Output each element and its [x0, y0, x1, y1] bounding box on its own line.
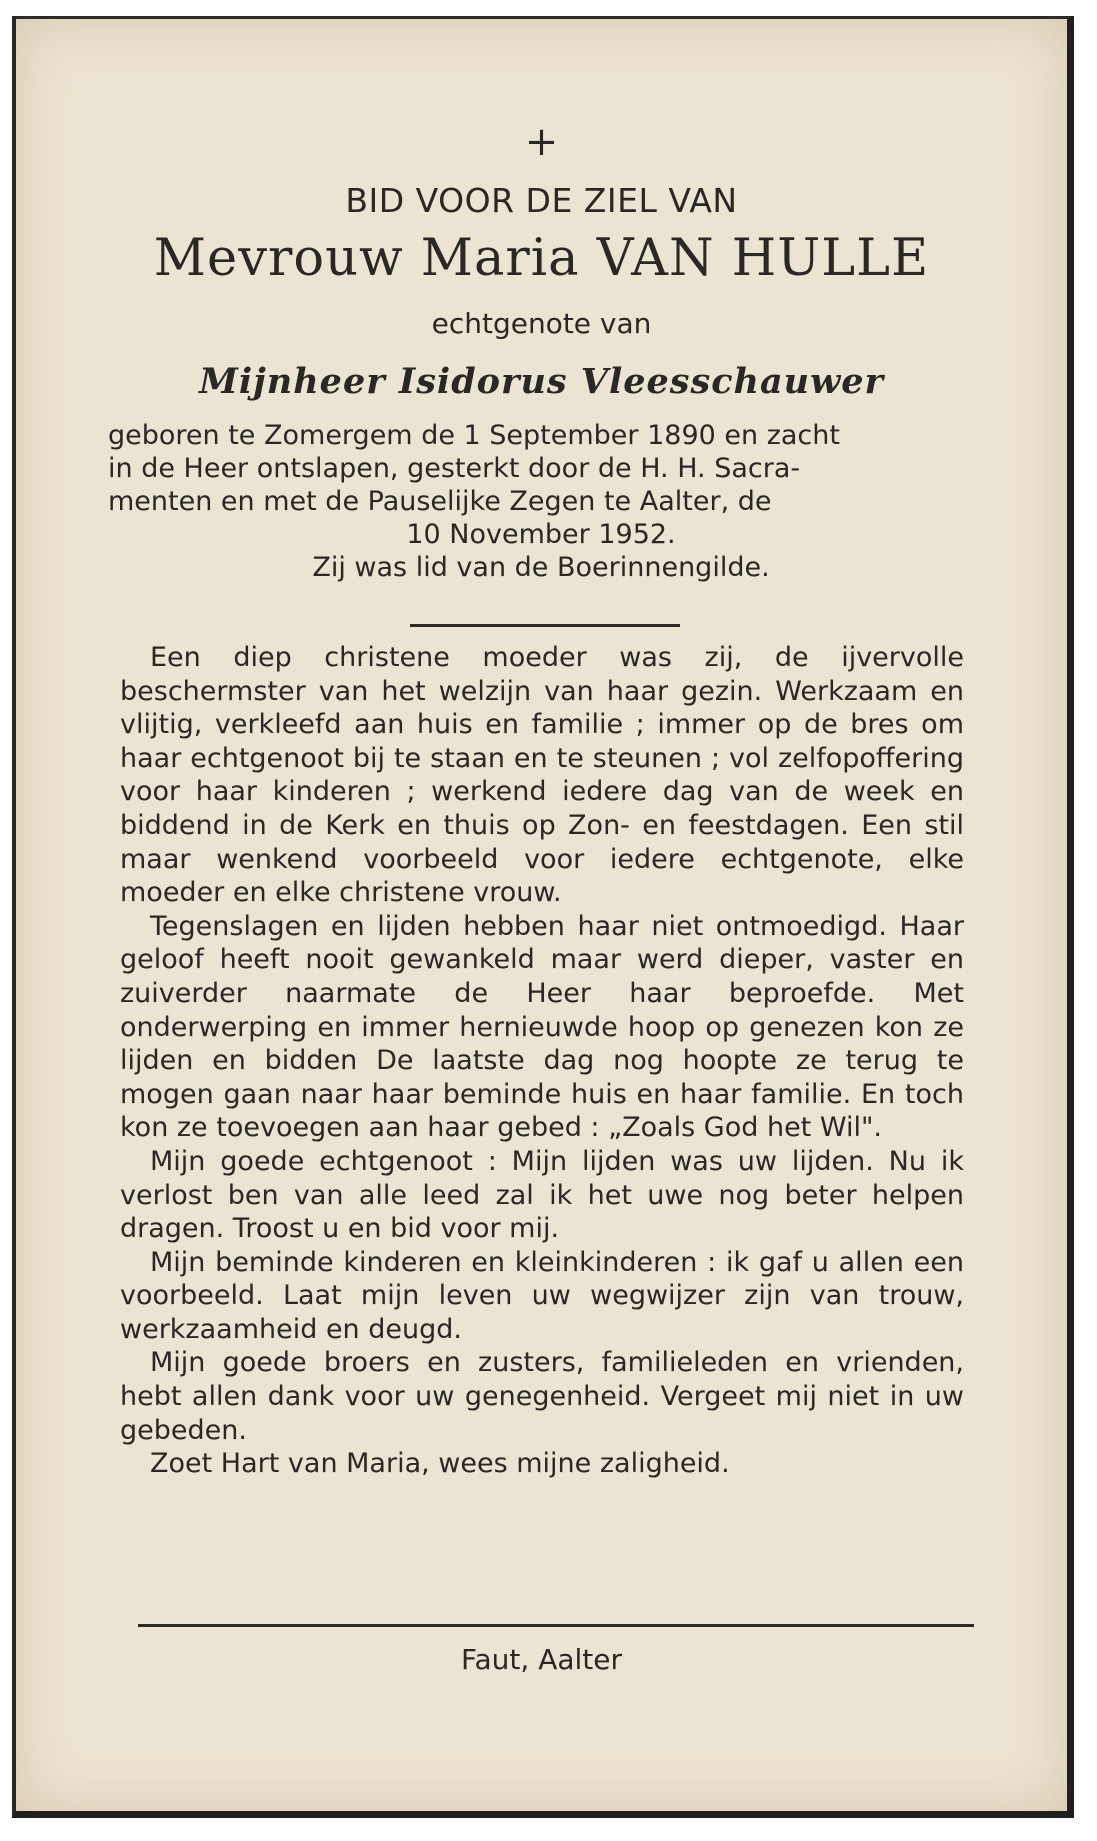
- bio-line: 10 November 1952.: [406, 519, 676, 550]
- printer-imprint: Faut, Aalter: [460, 1643, 623, 1676]
- eulogy-paragraph: Mijn goede broers en zusters, familieleden en vrienden, hebt allen dank voor uw genegenheid. Vergeet mij niet in uw gebeden.: [120, 1347, 964, 1446]
- eulogy-paragraph: Mijn goede echtgenoot : Mijn lijden was uw lijden. Nu ik verlost ben van alle leed zal ik het uwe nog beter helpen dragen. Troost u en bid voor mij.: [120, 1145, 964, 1245]
- divider: [410, 624, 680, 627]
- eulogy-text: [120, 641, 964, 1481]
- memorial-card: [12, 16, 1074, 1818]
- eulogy-paragraph: Mijn beminde kinderen en kleinkinderen : ik gaf u allen een voorbeeld. Laat mijn leven uw wegwijzer zijn van trouw, werkzaamheid en deugd.: [120, 1246, 964, 1345]
- deceased-name: Mevrouw Maria VAN HULLE: [153, 229, 930, 288]
- bio-line: in de Heer ontslapen, gesterkt door de H. H. Sacra-: [108, 453, 801, 484]
- prayer-heading: BID VOOR DE ZIEL VAN: [345, 181, 738, 220]
- eulogy-paragraph: Een diep christene moeder was zij, de ijvervolle beschermster van het welzijn van haar gezin. Werkzaam en vlijtig, verkleefd aan huis en familie ; immer op de bres om haar echtgenoot bij te staan en te steunen ; vol zelfopoffering voor haar kinderen ; werkend iedere dag van de week en biddend in de Kerk en thuis op Zon- en feestdagen. Een stil maar wenkend voorbeeld voor iedere echtgenote, elke moeder en elke christene vrouw.: [120, 642, 964, 909]
- biography: [108, 419, 974, 584]
- eulogy-paragraph: Tegenslagen en lijden hebben haar niet ontmoedigd. Haar geloof heeft nooit gewankeld maar werd dieper, vaster en zuiverder naarmate de Heer haar beproefde. Met onderwerping en immer hernieuwde hoop op genezen kon ze lijden en bidden De laatste dag nog hoopte ze terug te mogen gaan naar haar beminde huis en haar familie. En toch kon ze toevoegen aan haar gebed : „Zoals God het Wil".: [120, 910, 964, 1144]
- guild-membership: Zij was lid van de Boerinnengilde.: [312, 552, 770, 583]
- eulogy-paragraph: Zoet Hart van Maria, wees mijne zaligheid.: [150, 1448, 730, 1480]
- spouse-relation: echtgenote van: [431, 307, 652, 340]
- spouse-name: Mijnheer Isidorus Vleesschauwer: [199, 361, 884, 402]
- bio-line: menten en met de Pauselijke Zegen te Aalter, de: [108, 486, 772, 517]
- cross-icon: +: [524, 119, 559, 165]
- bio-line: geboren te Zomergem de 1 September 1890 en zacht: [108, 420, 840, 451]
- bottom-divider: [138, 1624, 974, 1627]
